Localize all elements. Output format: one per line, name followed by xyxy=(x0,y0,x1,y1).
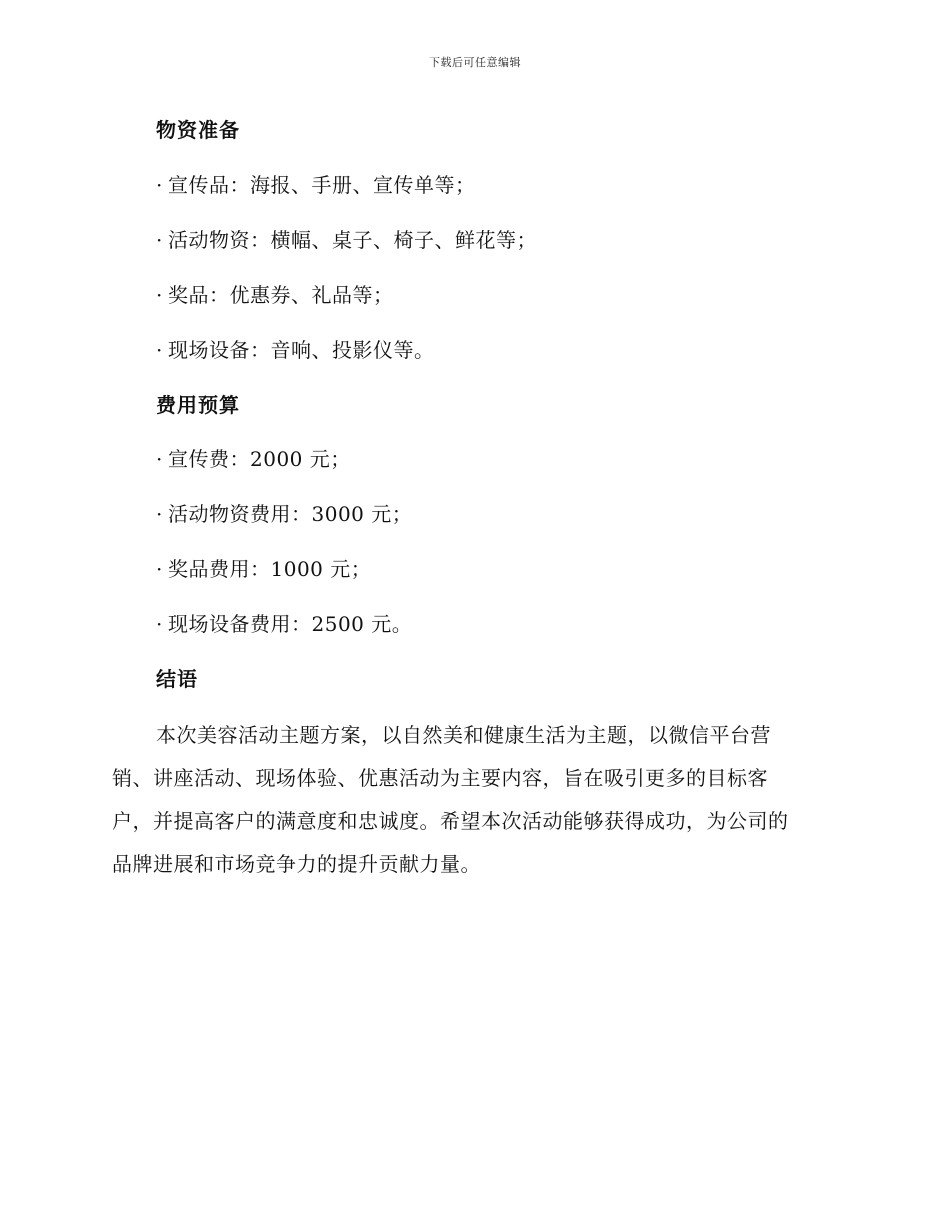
paragraph-line: 户，并提高客户的满意度和忠诚度。希望本次活动能够获得成功，为公司的 xyxy=(112,809,789,833)
list-item-text: 活动物资：横幅、桌子、椅子、鲜花等； xyxy=(168,228,537,252)
list-item-text: 宣传品：海报、手册、宣传单等； xyxy=(168,173,476,197)
list-item-text: 宣传费：2000 元； xyxy=(168,447,351,471)
section-heading-conclusion: 结语 xyxy=(156,667,198,691)
page-header: 下载后可任意编辑 xyxy=(429,56,521,69)
list-item xyxy=(156,498,412,527)
bullet-icon: · xyxy=(156,502,163,526)
paragraph-line: 本次美容活动主题方案，以自然美和健康生活为主题，以微信平台营 xyxy=(156,723,771,747)
list-item-text: 现场设备费用：2500 元。 xyxy=(168,612,413,636)
list-item-text: 奖品：优惠券、礼品等； xyxy=(168,283,394,307)
list-item xyxy=(156,169,476,198)
list-item xyxy=(156,224,537,253)
paragraph-line: 品牌进展和市场竞争力的提升贡献力量。 xyxy=(112,852,481,876)
list-item xyxy=(156,553,371,582)
list-item xyxy=(156,608,412,637)
paragraph-line: 销、讲座活动、现场体验、优惠活动为主要内容，旨在吸引更多的目标客 xyxy=(112,766,768,790)
bullet-icon: · xyxy=(156,447,163,471)
bullet-icon: · xyxy=(156,283,163,307)
bullet-icon: · xyxy=(156,557,163,581)
section-heading-budget: 费用预算 xyxy=(156,393,240,417)
bullet-icon: · xyxy=(156,228,163,252)
bullet-icon: · xyxy=(156,173,163,197)
list-item xyxy=(156,443,351,472)
list-item-text: 现场设备：音响、投影仪等。 xyxy=(168,338,435,362)
list-item-text: 奖品费用：1000 元； xyxy=(168,557,372,581)
bullet-icon: · xyxy=(156,612,163,636)
list-item xyxy=(156,279,394,308)
list-item-text: 活动物资费用：3000 元； xyxy=(168,502,413,526)
section-heading-materials: 物资准备 xyxy=(156,118,240,142)
list-item xyxy=(156,334,435,363)
bullet-icon: · xyxy=(156,338,163,362)
conclusion-paragraph xyxy=(112,714,832,886)
